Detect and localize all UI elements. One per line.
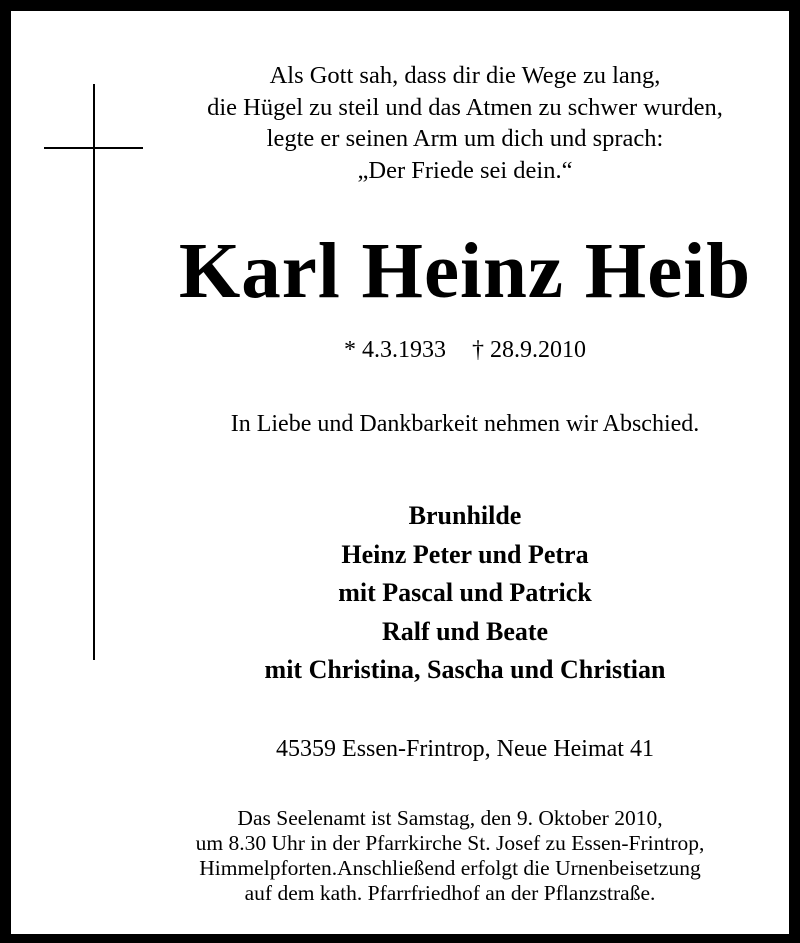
family-member: mit Christina, Sascha und Christian (264, 655, 666, 684)
poem-line: „Der Friede sei dein.“ (357, 156, 573, 184)
life-dates (115, 335, 800, 365)
service-info (100, 806, 800, 906)
poem (115, 60, 800, 186)
poem-line: legte er seinen Arm um dich und sprach: (266, 125, 664, 152)
poem-line: Als Gott sah, dass dir die Wege zu lang, (269, 62, 661, 89)
birth-date: * 4.3.1933 (344, 337, 446, 363)
poem-line: die Hügel zu steil und das Atmen zu schwer wurden, (207, 93, 723, 121)
family-member: mit Pascal und Patrick (338, 578, 592, 607)
cross-vertical-bar (93, 84, 95, 660)
family-list (115, 497, 800, 690)
deceased-name: Karl Heinz Heib (178, 228, 752, 315)
farewell-text: In Liebe und Dankbarkeit nehmen wir Abschied. (230, 411, 700, 437)
address: 45359 Essen-Frintrop, Neue Heimat 41 (276, 736, 654, 762)
family-member: Heinz Peter und Petra (341, 539, 589, 569)
death-date: † 28.9.2010 (472, 337, 586, 363)
service-line: Das Seelenamt ist Samstag, den 9. Oktober 2010, (237, 806, 663, 830)
service-line: auf dem kath. Pfarrfriedhof an der Pflanzstraße. (244, 881, 656, 905)
service-line: um 8.30 Uhr in der Pfarrkirche St. Josef zu Essen-Frintrop, (195, 831, 705, 855)
service-line: Himmelpforten.Anschließend erfolgt die Urnenbeisetzung (199, 856, 701, 880)
family-member: Ralf und Beate (381, 616, 549, 646)
family-member: Brunhilde (408, 501, 522, 530)
